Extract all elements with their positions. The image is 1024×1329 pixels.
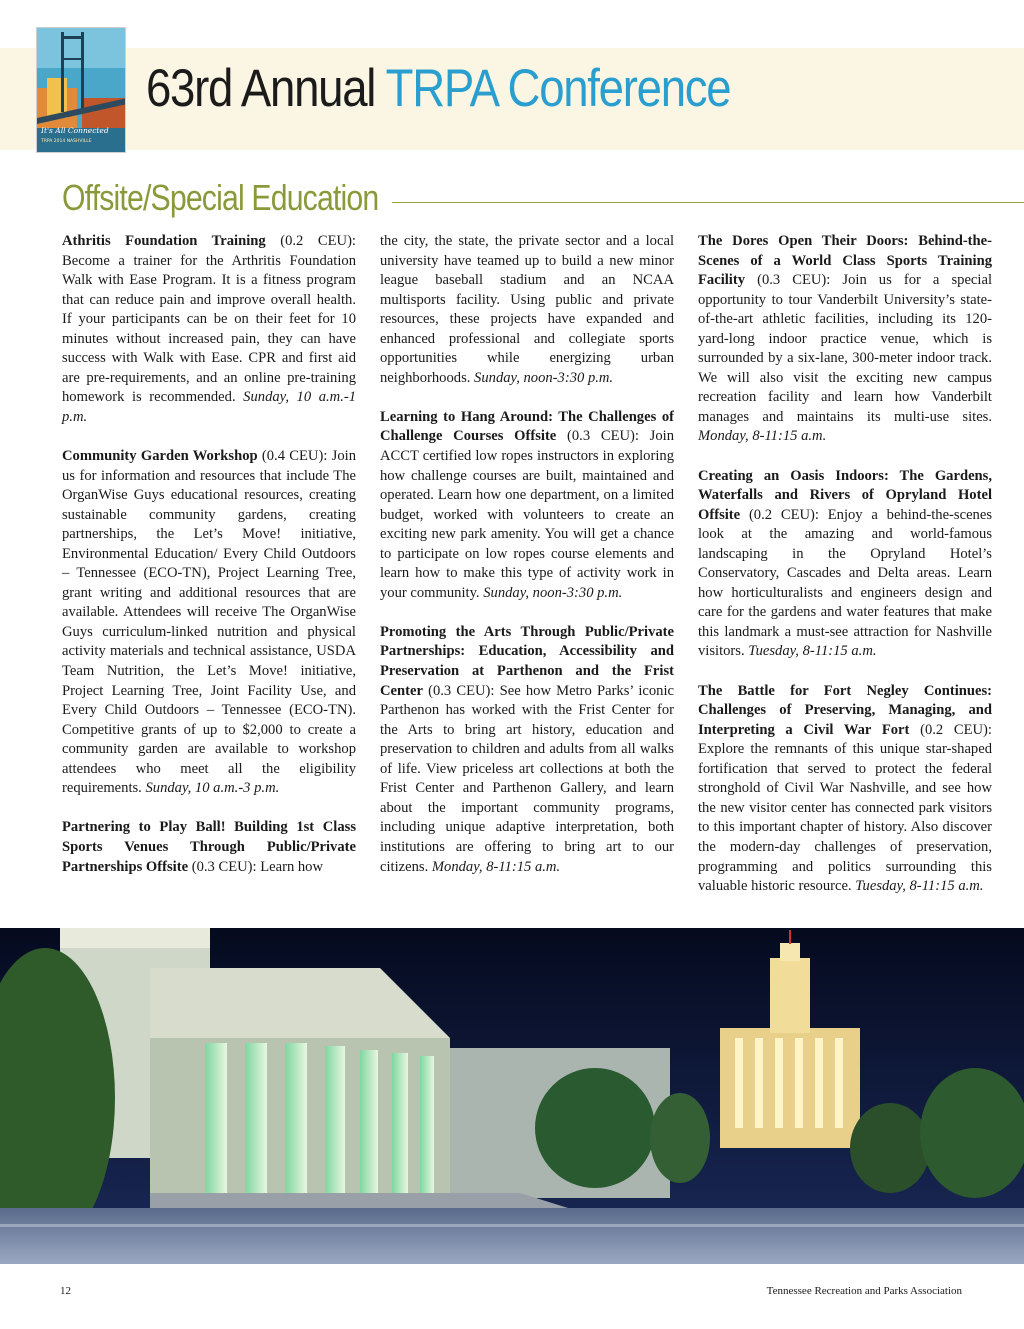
conference-logo: [36, 27, 126, 153]
nashville-night-photo: [0, 928, 1024, 1264]
title-part1: 63rd Annual: [146, 59, 376, 118]
logo-subtext: TRPA 2014 NASHVILLE: [41, 139, 92, 144]
session-item: The Dores Open Their Doors: Behind-the-Scenes of a World Class Sports Training Facility (0.3 CEU): Join us for a special opportunity to tour Vanderbilt University’s state-of-the-art athletic facilities, including its 120-yard-long indoor practice venue, which is surrounded by a six-lane, 300-meter indoor track. We will also visit the exciting new campus recreation facility and learn how Vanderbilt manages and maintains its multi-use sites. Monday, 8-11:15 a.m.: [698, 233, 992, 445]
session-item: The Battle for Fort Negley Continues: Challenges of Preserving, Managing, and Interpreting a Civil War Fort (0.2 CEU): Explore the remnants of this unique star-shaped fortification that served to protect the federal stronghold of Civil War Nashville, and see how the new visitor center has connected park visitors to this important chapter of history. Also discover the modern-day challenges of preservation, programming and politics surrounding this valuable historic resource. Tuesday, 8-11:15 a.m.: [698, 682, 992, 895]
logo-text: It's All Connected: [41, 126, 109, 135]
page-title: [146, 59, 731, 118]
section-rule: [392, 202, 1024, 203]
column-3: [698, 232, 992, 916]
page-number: 12: [60, 1285, 71, 1297]
session-item: Athritis Foundation Training (0.2 CEU): Become a trainer for the Arthritis Foundation Walk with Ease Program. It is a fitness program that can reduce pain and improve overall health. If your participants can be on their feet for 10 minutes without increased pain, they can have success with Walk with Ease. CPR and first aid are pre-requirements, and an online pre-training homework is recommended. Sunday, 10 a.m.-1 p.m.: [62, 233, 356, 425]
session-item: Promoting the Arts Through Public/Private Partnerships: Education, Accessibility and Preservation at Parthenon and the Frist Center (0.3 CEU): See how Metro Parks’ iconic Parthenon has worked with the Frist Center for the Arts to bring art history, education and preservation to children and adults from all walks of life. View priceless art collections at both the Frist Center and Parthenon Gallery, and learn about the important community programs, including unique adaptive interpretation, both institutions are offering to bring art to our citizens. Monday, 8-11:15 a.m.: [380, 623, 674, 875]
publisher-name: Tennessee Recreation and Parks Association: [766, 1285, 962, 1297]
session-item: Community Garden Workshop (0.4 CEU): Join us for information and resources that include The OrganWise Guys educational resources, creating sustainable community gardens, creating partnerships, the Let’s Move! initiative, Environmental Education/ Every Child Outdoors – Tennessee (ECO-TN), Project Learning Tree, grant writing and additional resources that are available. Attendees will receive The OrganWise Guys curriculum-linked nutrition and physical activity materials and technical assistance, USDA Team Nutrition, the Let’s Move! initiative, Project Learning Tree, Joint Facility Use, and Every Child Outdoors – Tennessee (ECO-TN). Competitive grants of up to $2,000 to create a community garden are available to workshop attendees who meet all the eligibility requirements. Sunday, 10 a.m.-3 p.m.: [62, 448, 356, 797]
session-item: Learning to Hang Around: The Challenges of Challenge Courses Offsite (0.3 CEU): Join ACCT certified low ropes instructors in exploring how challenge courses are built, maintained and operated. Learn how one department, on a limited budget, worked with volunteers to create an exciting new park amenity. You will get a chance to participate on low ropes course elements and learn how to make this type of activity work in your community. Sunday, noon-3:30 p.m.: [380, 408, 674, 601]
session-item: the city, the state, the private sector and a local university have teamed up to build a new minor league baseball stadium and an NCAA multisports facility. Using public and private resources, these projects have expanded and enhanced professional and collegiate sports opportunities while energizing urban neighborhoods. Sunday, noon-3:30 p.m.: [380, 233, 674, 386]
title-part2: TRPA Conference: [385, 59, 731, 118]
section-title: Offsite/Special Education: [62, 177, 379, 218]
session-item: Partnering to Play Ball! Building 1st Class Sports Venues Through Public/Private Partnerships Offsite (0.3 CEU): Learn how: [62, 819, 356, 875]
session-item: Creating an Oasis Indoors: The Gardens, Waterfalls and Rivers of Opryland Hotel Offsite (0.2 CEU): Enjoy a behind-the-scenes look at the amazing and world-famous landscaping in the Opryland Hotel’s Conservatory, Cascades and Delta areas. Learn how horticulturalists and engineers design and care for the gardens and water features that make this landmark a must-see attraction for Nashville visitors. Tuesday, 8-11:15 a.m.: [698, 467, 992, 660]
column-2: [380, 232, 674, 897]
column-1: [62, 232, 356, 897]
